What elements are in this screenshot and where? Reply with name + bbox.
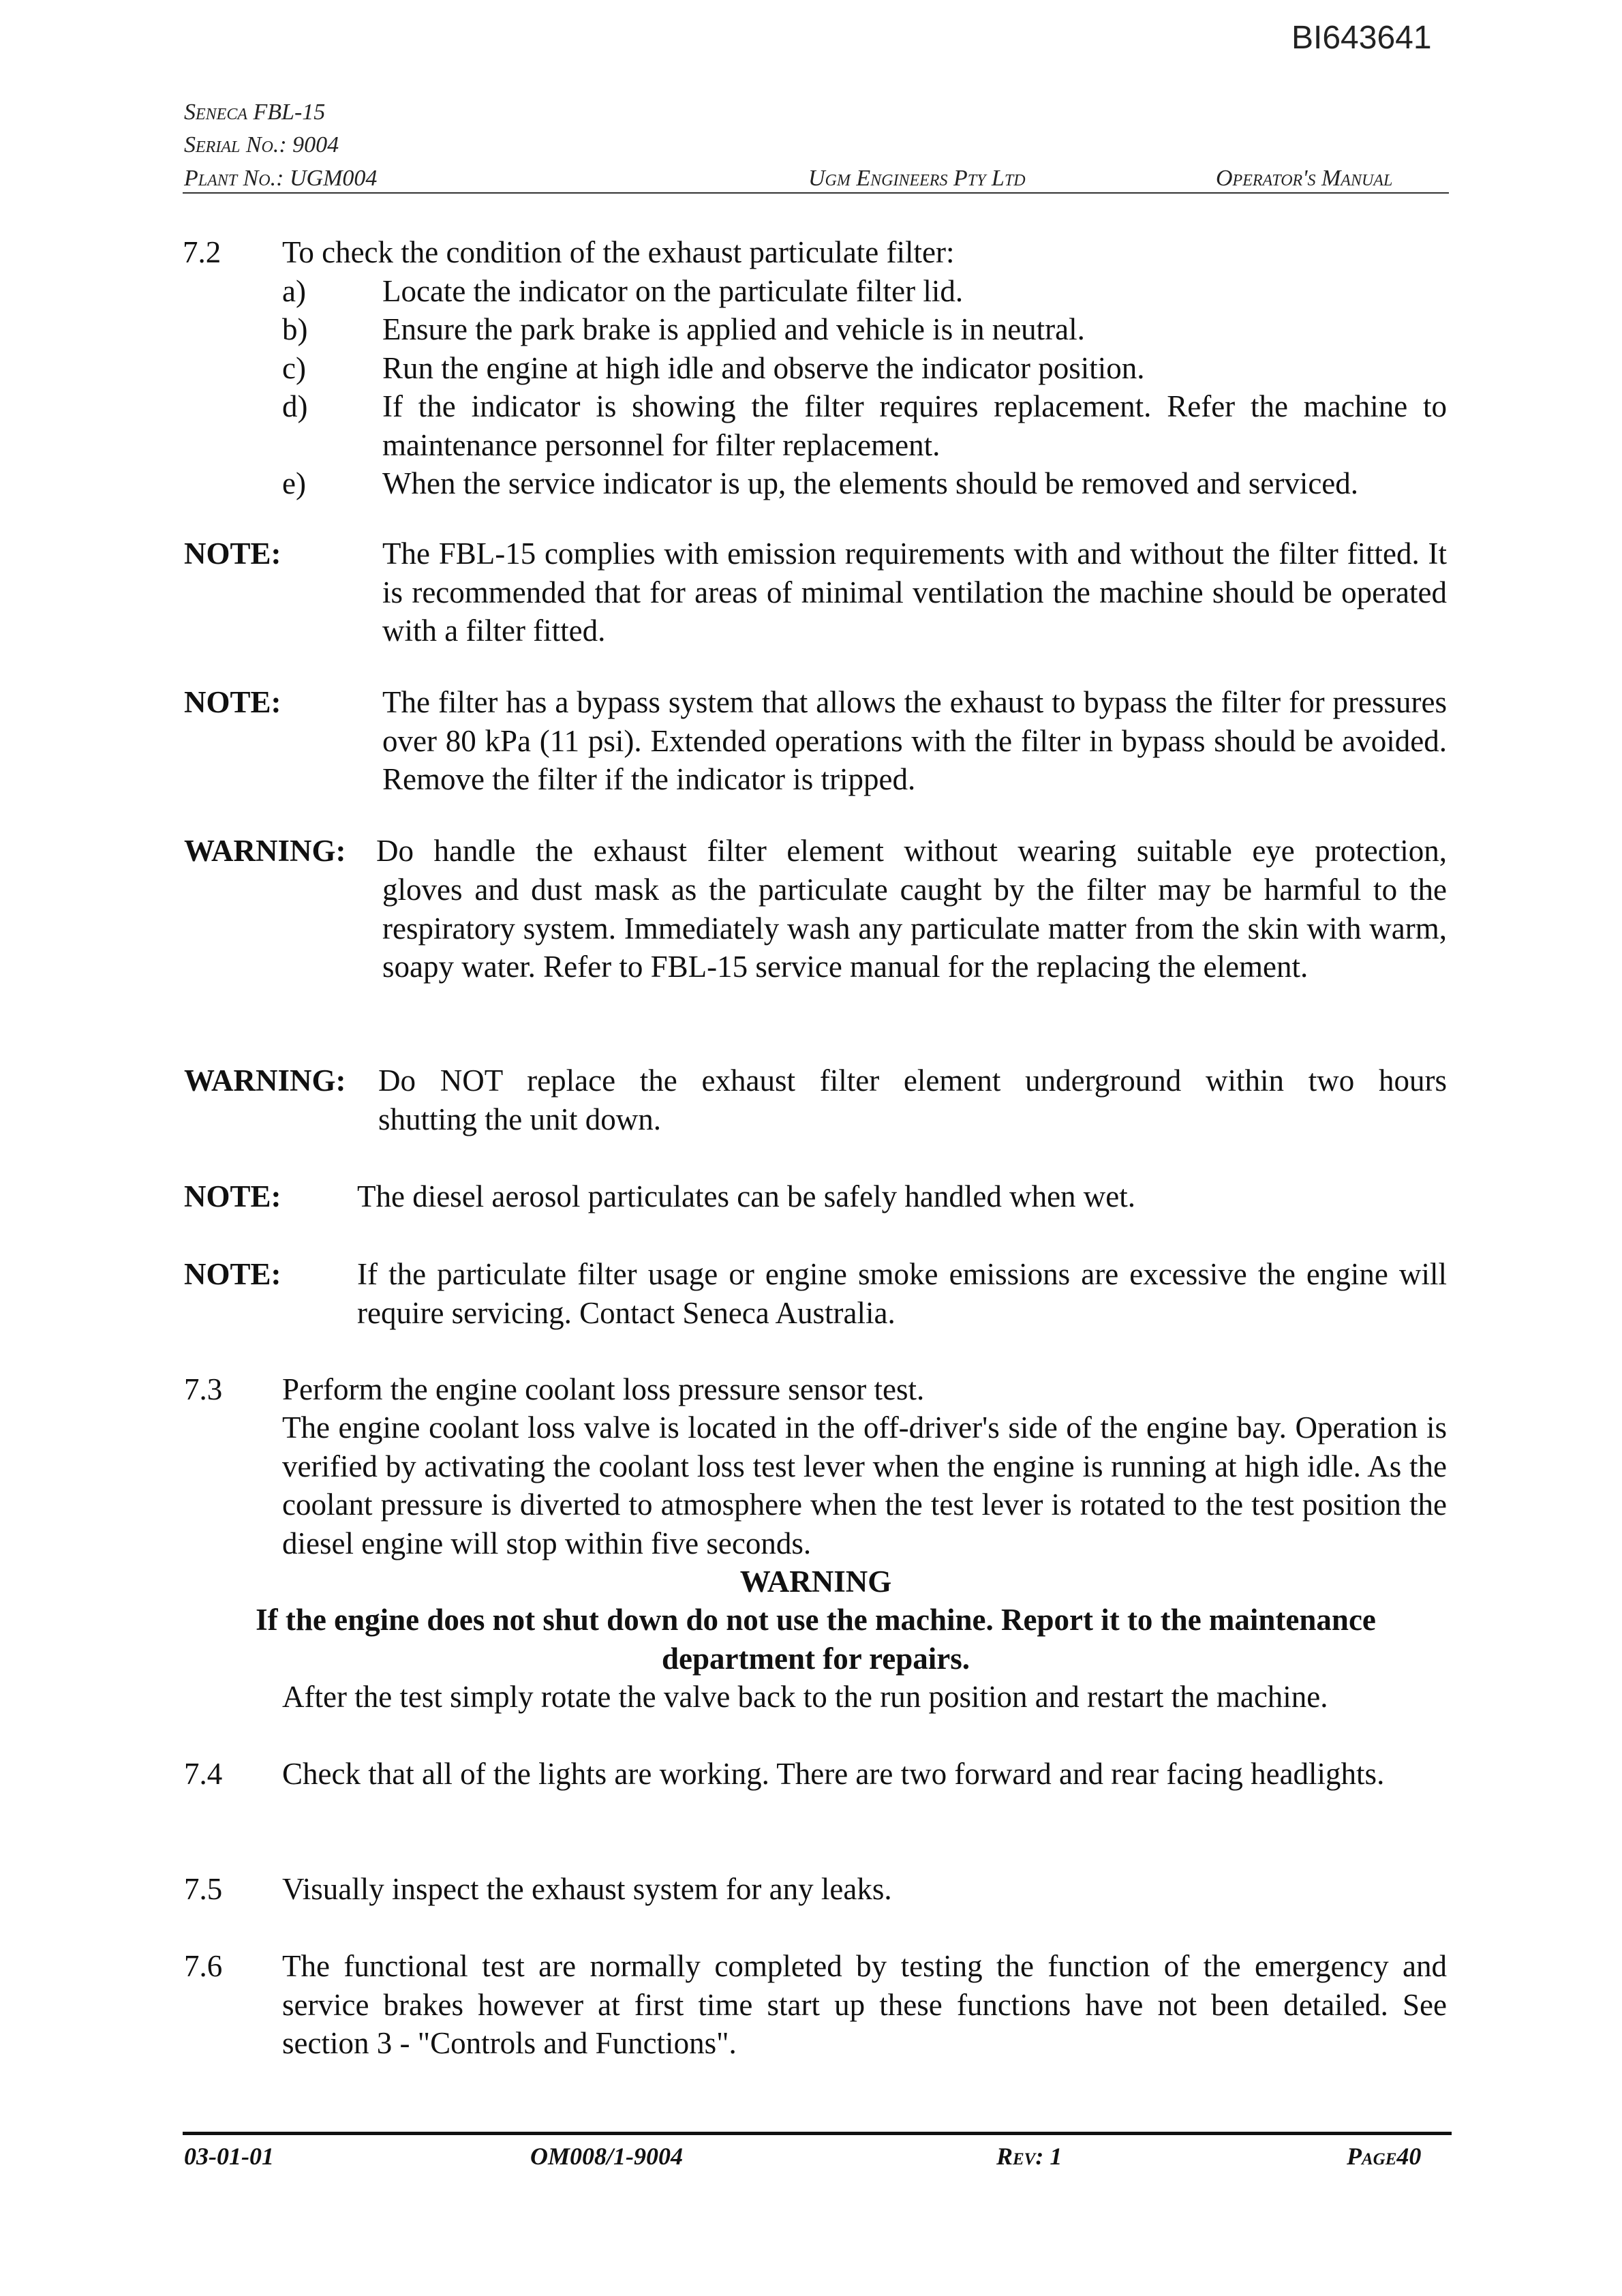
note-label: NOTE: bbox=[184, 1179, 281, 1213]
warning-text: shutting the unit down. bbox=[378, 1102, 661, 1136]
header-serial: Serial No.: 9004 bbox=[184, 132, 339, 157]
note-label: NOTE: bbox=[184, 537, 281, 571]
section-7-5-text: Visually inspect the exhaust system for any leaks. bbox=[282, 1872, 892, 1906]
header-rule bbox=[183, 192, 1449, 194]
section-7-3-paragraph: The engine coolant loss valve is located in the off-driver's side of the engine bay. Operation is verified by activating the coolant loss test lever when the engine is running at high idle. As the coolant pressure is diverted to atmosphere when the test lever is rotated to the test position the diesel engine will stop within five seconds. bbox=[282, 1410, 1447, 1560]
warning-bold-line: department for repairs. bbox=[662, 1642, 970, 1676]
note-label: NOTE: bbox=[184, 1257, 281, 1291]
warning-text-first-line: Do handle the exhaust filter element without wearing suitable eye protection, bbox=[376, 834, 1447, 868]
section-number-7-6: 7.6 bbox=[184, 1949, 223, 1983]
warning-text: gloves and dust mask as the particulate caught by the filter may be harmful to the respiratory system. Immediately wash any particulate matter from the skin with warm, soapy water. Refer to FBL-15 service manual for the replacing the element. bbox=[382, 873, 1447, 984]
list-item-b: Ensure the park brake is applied and vehicle is in neutral. bbox=[382, 312, 1085, 346]
footer-doc-number: OM008/1-9004 bbox=[530, 2143, 683, 2170]
note-label: NOTE: bbox=[184, 685, 281, 719]
footer-page: Page40 bbox=[1347, 2143, 1422, 2170]
note-text: The filter has a bypass system that allows the exhaust to bypass the filter for pressures over 80 kPa (11 psi). Extended operations with the filter in bypass should be avoided. Remove the filter if the indicator is tripped. bbox=[382, 685, 1447, 796]
section-7-6-text: The functional test are normally completed by testing the function of the emergency and service brakes however at first time start up these functions have not been detailed. See section 3 - "Controls and Functions". bbox=[282, 1949, 1447, 2060]
note-text: The diesel aerosol particulates can be safely handled when wet. bbox=[357, 1179, 1136, 1213]
footer-rule bbox=[183, 2132, 1452, 2135]
section-7-3-intro: Perform the engine coolant loss pressure sensor test. bbox=[282, 1372, 925, 1406]
section-number-7-5: 7.5 bbox=[184, 1872, 223, 1906]
list-item-e: When the service indicator is up, the elements should be removed and serviced. bbox=[382, 466, 1359, 500]
list-label-d: d) bbox=[282, 389, 308, 423]
document-id: BI643641 bbox=[1291, 20, 1432, 56]
list-item-d: If the indicator is showing the filter requires replacement. Refer the machine to maintenance personnel for filter replacement. bbox=[382, 389, 1447, 462]
warning-bold-line: If the engine does not shut down do not use the machine. Report it to the maintenance bbox=[256, 1603, 1376, 1637]
warning-title: WARNING bbox=[739, 1565, 892, 1599]
list-label-e: e) bbox=[282, 466, 306, 500]
header-model: Seneca FBL-15 bbox=[184, 100, 326, 125]
section-number-7-2: 7.2 bbox=[183, 235, 221, 269]
header-plant: Plant No.: UGM004 bbox=[184, 166, 378, 191]
section-number-7-4: 7.4 bbox=[184, 1757, 223, 1791]
header-company: Ugm Engineers Pty Ltd bbox=[808, 166, 1026, 191]
section-7-3-after: After the test simply rotate the valve back to the run position and restart the machine. bbox=[282, 1680, 1328, 1714]
note-text: The FBL-15 complies with emission requirements with and without the filter fitted. It is recommended that for areas of minimal ventilation the machine should be operated with a filter fitted. bbox=[382, 537, 1447, 648]
note-text: If the particulate filter usage or engine smoke emissions are excessive the engine will require servicing. Contact Seneca Australia. bbox=[357, 1257, 1447, 1330]
list-item-a: Locate the indicator on the particulate filter lid. bbox=[382, 274, 964, 308]
list-item-c: Run the engine at high idle and observe the indicator position. bbox=[382, 351, 1145, 385]
footer-revision: Rev: 1 bbox=[996, 2143, 1062, 2170]
section-7-2-intro: To check the condition of the exhaust particulate filter: bbox=[282, 235, 955, 269]
section-number-7-3: 7.3 bbox=[184, 1372, 223, 1406]
warning-text-first-line: Do NOT replace the exhaust filter element underground within two hours bbox=[378, 1063, 1447, 1098]
header-manual: Operator's Manual bbox=[1216, 166, 1393, 191]
list-label-a: a) bbox=[282, 274, 306, 308]
list-label-b: b) bbox=[282, 312, 308, 346]
list-label-c: c) bbox=[282, 351, 306, 385]
warning-label: WARNING: bbox=[184, 834, 346, 868]
section-7-4-text: Check that all of the lights are working. There are two forward and rear facing headlights. bbox=[282, 1757, 1385, 1791]
warning-label: WARNING: bbox=[184, 1063, 346, 1098]
footer-date: 03-01-01 bbox=[184, 2143, 274, 2170]
